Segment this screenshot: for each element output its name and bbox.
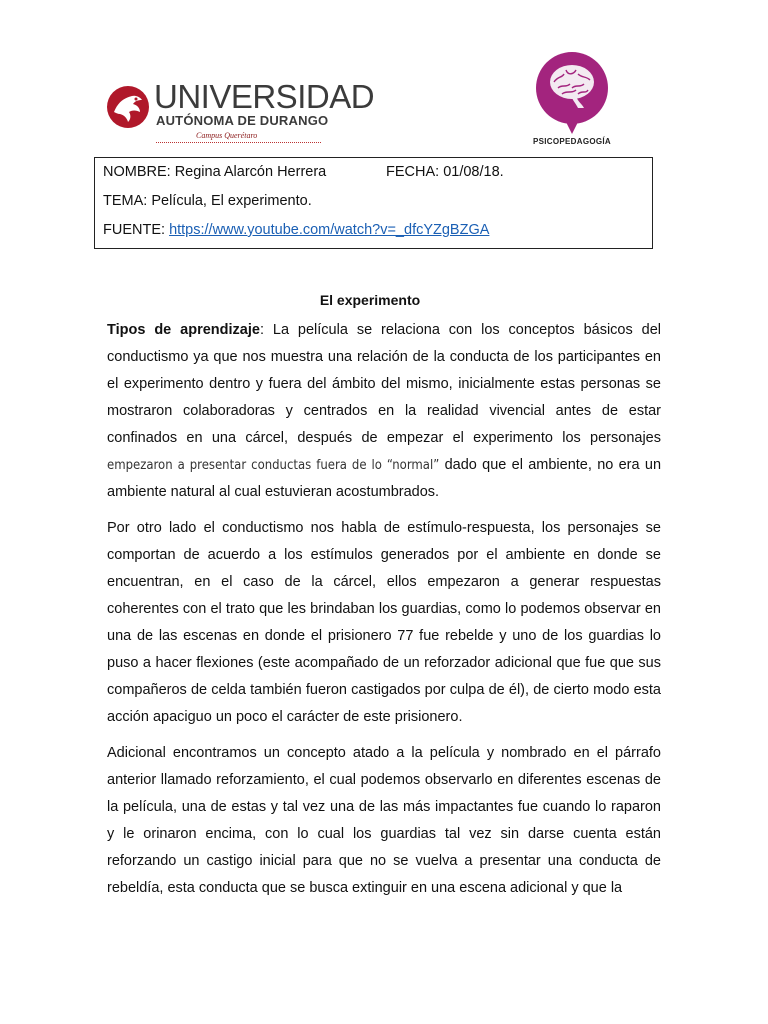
paragraph-1-text-b: dado que el ambiente, no era un ambiente natural al cual estuvieran acostumbrados. [107, 457, 662, 500]
psicopedagogia-logo [532, 48, 612, 148]
paragraph-2: Por otro lado el conductismo nos habla de estímulo-respuesta, los personajes se comportan de acuerdo a los estímulos generados por el ambiente en donde se encuentran, en el caso de la cárcel, ellos empezaron a generar respuestas coherentes con el trato que les brindaban los guardias, como lo podemos observar en una de las escenas en donde el prisionero 77 fue rebelde y uno de los guardias lo puso a hacer flexiones (este acompañado de un reforzador adicional que fue que sus compañeros de celda también fueron castigados por culpa de él), de cierto modo esta acción apaciguo un poco el carácter de este prisionero. [107, 520, 661, 725]
university-subtitle: AUTÓNOMA DE DURANGO [156, 113, 329, 128]
term-tipos-aprendizaje: Tipos de aprendizaje [107, 322, 260, 338]
fuente-link[interactable]: https://www.youtube.com/watch?v=_dfcYZgBZGA [169, 222, 490, 238]
paragraph-1-text-a: : La película se relaciona con los conceptos básicos del conductismo ya que nos muestra una relación de la conducta de los participantes en el experimento dentro y fuera del ámbito del mismo, inicialmente estas personas se mostraron colaboradoras y centrados en la realidad vivencial antes de estar confinados en una cárcel, después de empezar el experimento los personajes [107, 322, 661, 446]
fuente-line [103, 222, 489, 238]
brain-bubble-icon [532, 48, 612, 136]
psicopedagogia-label: PSICOPEDAGOGÍA [533, 137, 611, 146]
paragraph-1-highlight: empezaron a presentar conductas fuera de lo “normal” [107, 458, 440, 473]
document-title: El experimento [319, 292, 421, 308]
student-info-box [94, 157, 653, 249]
tema-line [103, 193, 312, 209]
paragraph-1 [107, 317, 661, 506]
paragraph-3: Adicional encontramos un concepto atado a la película y nombrado en el párrafo anterior llamado reforzamiento, el cual podemos observarlo en diferentes escenas de la película, una de estas y tal vez una de las más impactantes fue cuando lo raparon y le orinaron encima, con lo cual los guardias tal vez sin darse cuenta están reforzando un castigo inicial para que no se vuelva a presentar una conducta de rebeldía, esta conducta que se busca extinguir en una escena adicional y que la [107, 745, 661, 896]
nombre-line [103, 164, 326, 180]
fecha-line [386, 164, 504, 180]
tema-value: Película, El experimento. [151, 193, 312, 209]
nombre-value: Regina Alarcón Herrera [174, 164, 327, 180]
university-name: UNIVERSIDAD [154, 78, 375, 115]
university-logo [106, 78, 375, 150]
tema-label: TEMA: [103, 193, 148, 209]
eagle-seal-icon [106, 84, 150, 130]
fuente-label: FUENTE: [103, 222, 166, 238]
logo-divider [156, 142, 321, 143]
fecha-label: FECHA: [386, 164, 440, 180]
campus-label: Campus Querétaro [196, 131, 258, 140]
fecha-value: 01/08/18. [443, 164, 504, 180]
nombre-label: NOMBRE: [103, 164, 171, 180]
document-header [0, 0, 768, 150]
